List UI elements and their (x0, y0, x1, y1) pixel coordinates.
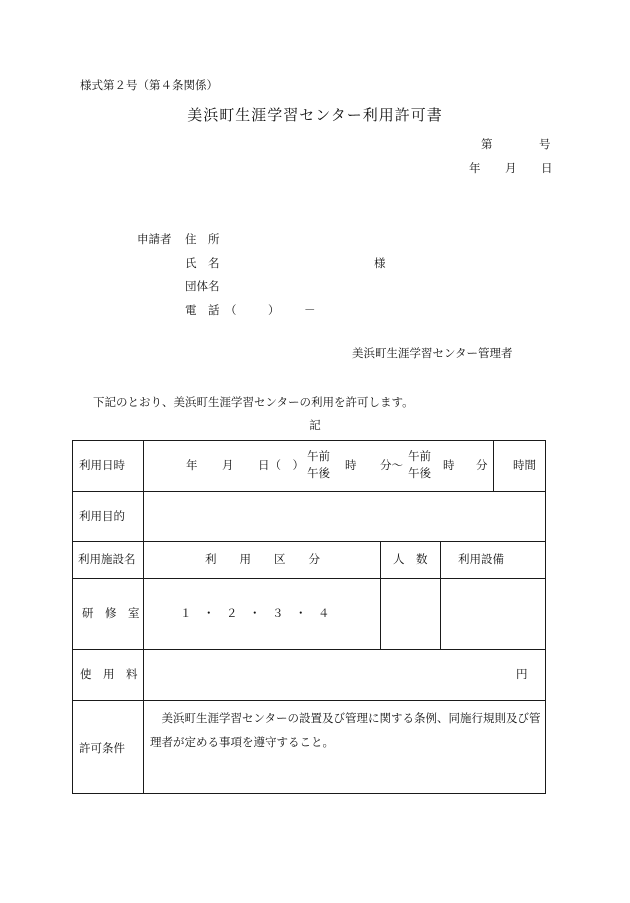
use-month-label: 月 (222, 458, 234, 472)
people-column-divider (380, 541, 381, 650)
purpose-label: 利用目的 (79, 509, 125, 523)
division-header: 利 用 区 分 (205, 552, 320, 566)
form-number: 様式第２号（第４条関係） (80, 78, 218, 92)
facility-header: 利用施設名 (78, 552, 136, 566)
start-minute-tilde-label: 分～ (380, 458, 403, 472)
table-border-right (545, 440, 546, 794)
equipment-column-divider (440, 541, 441, 650)
date-month-label: 月 (505, 161, 517, 175)
applicant-label: 申請者 (137, 232, 172, 246)
start-hour-label: 時 (345, 458, 357, 472)
date-year-label: 年 (469, 161, 481, 175)
hours-label: 時間 (513, 458, 536, 472)
fee-label: 使 用 料 (80, 667, 138, 681)
end-minute-label: 分 (476, 458, 488, 472)
honorific-label: 様 (374, 256, 386, 270)
conditions-label: 許可条件 (79, 741, 125, 755)
end-ampm-stack (408, 448, 431, 482)
start-am-label: 午前 (307, 449, 330, 463)
date-day-label: 日 (541, 161, 553, 175)
fee-unit: 円 (516, 667, 528, 681)
address-label: 住 所 (185, 232, 220, 246)
phone-paren-open: （ (225, 303, 237, 317)
use-datetime-label: 利用日時 (79, 458, 125, 472)
use-day-weekday-label: 日（ ） (258, 458, 304, 472)
use-year-label: 年 (186, 458, 198, 472)
people-header: 人 数 (393, 552, 428, 566)
conditions-text: 美浜町生涯学習センターの設置及び管理に関する条例、同施行規則及び管理者が定める事項を遵守すること。 (150, 711, 541, 749)
start-ampm-stack (307, 448, 330, 482)
ki-heading: 記 (309, 418, 321, 432)
manager-signature: 美浜町生涯学習センター管理者 (352, 346, 513, 360)
phone-label: 電 話 (185, 303, 220, 317)
group-name-label: 団体名 (185, 279, 220, 293)
permit-table (72, 440, 546, 794)
name-label: 氏 名 (185, 256, 220, 270)
table-border-left (72, 440, 73, 794)
phone-paren-close: ） (268, 303, 280, 317)
equipment-header: 利用設備 (458, 552, 504, 566)
permission-statement: 下記のとおり、美浜町生涯学習センターの利用を許可します。 (93, 395, 414, 409)
hours-column-divider (493, 440, 494, 492)
start-pm-label: 午後 (307, 466, 330, 480)
end-am-label: 午前 (408, 449, 431, 463)
number-unit: 号 (539, 137, 551, 151)
document-title: 美浜町生涯学習センター利用許可書 (187, 106, 443, 124)
end-pm-label: 午後 (408, 466, 431, 480)
label-column-divider (143, 440, 144, 794)
phone-dash: － (304, 303, 316, 317)
end-hour-label: 時 (443, 458, 455, 472)
room-divisions: １ ・ ２ ・ ３ ・ ４ (180, 606, 330, 620)
room-label: 研 修 室 (82, 606, 140, 620)
number-label: 第 (481, 137, 493, 151)
